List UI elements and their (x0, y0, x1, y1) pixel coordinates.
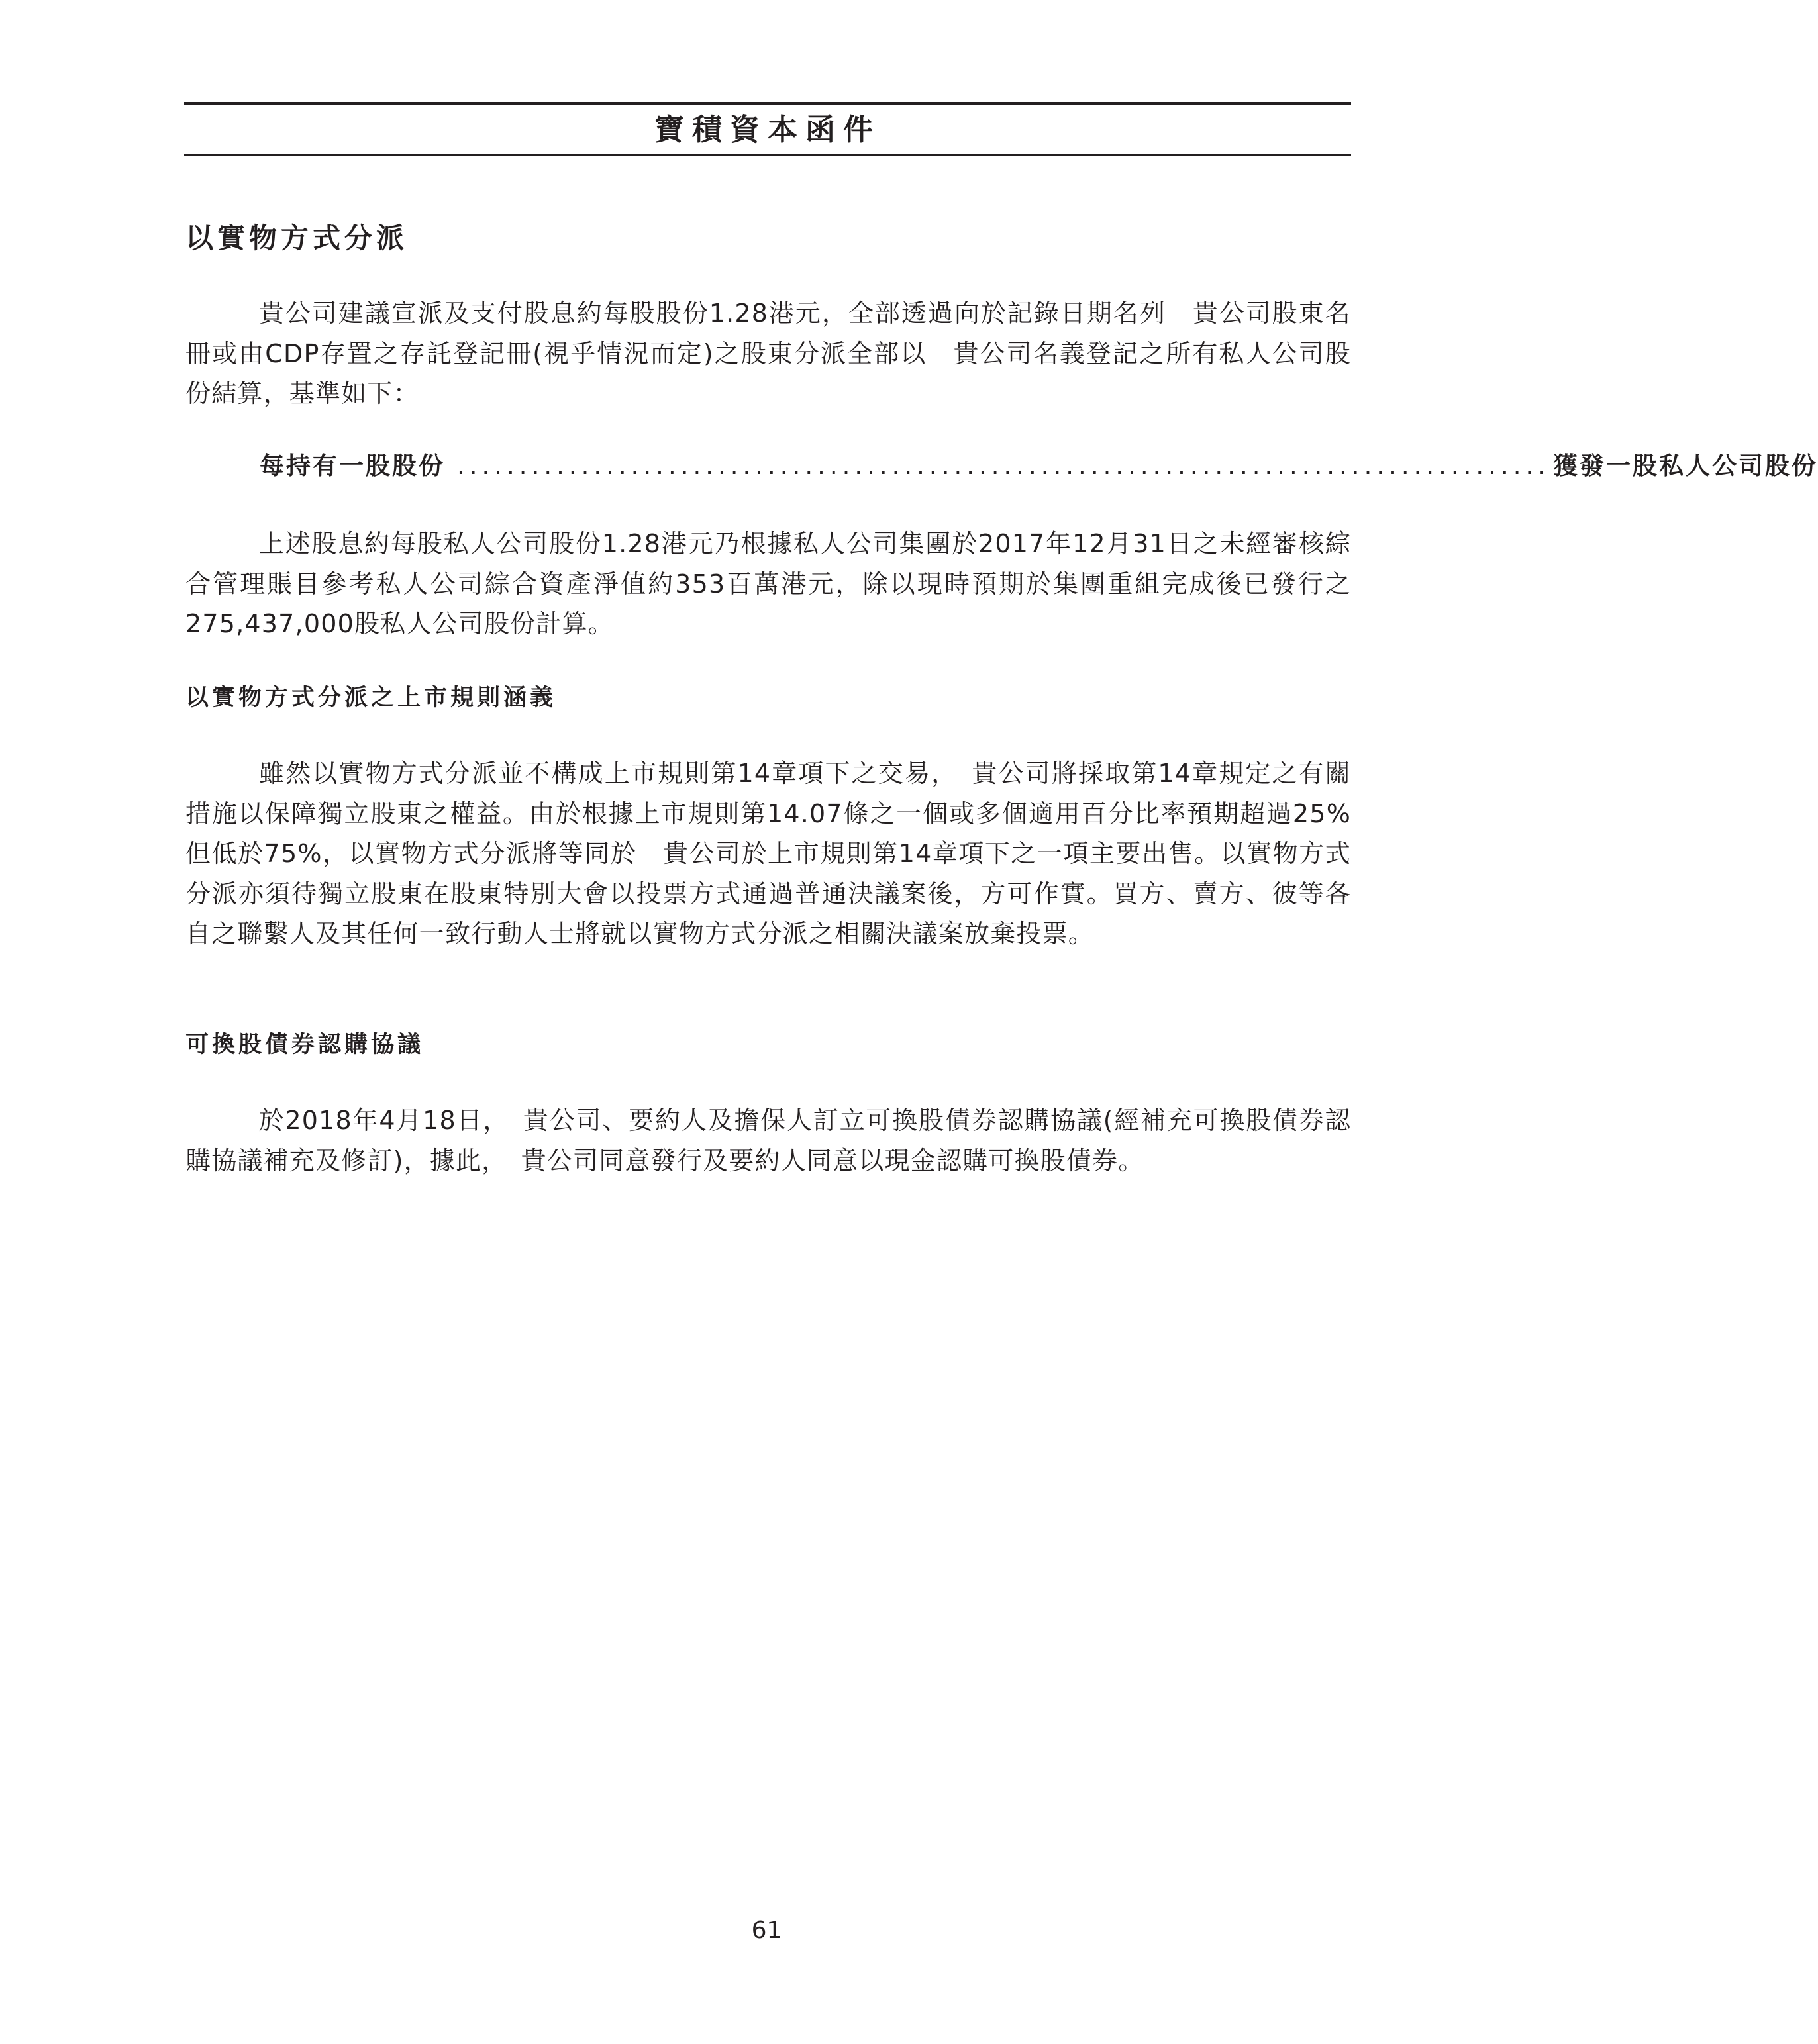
header-top-rule (184, 102, 1351, 105)
subheading-listing-rules: 以實物方式分派之上市規則涵義 (185, 685, 557, 711)
subheading-cb-agreement: 可換股債券認購協議 (185, 1032, 425, 1058)
distribution-basis-row (260, 448, 1818, 485)
basis-holding-label: 每持有一股股份 (260, 452, 445, 480)
paragraph-distribution-proposal (185, 293, 1351, 414)
section-title: 以實物方式分派 (185, 222, 409, 254)
paragraph-text: 於2018年4月18日， 貴公司、要約人及擔保人訂立可換股債券認購協議(經補充可換股債券認購協議補充及修訂)，據此， 貴公司同意發行及要約人同意以現金認購可換股債券。 (185, 1106, 1351, 1175)
paragraph-text: 雖然以實物方式分派並不構成上市規則第14章項下之交易， 貴公司將採取第14章規定之有關措施以保障獨立股東之權益。由於根據上市規則第14.07條之一個或多個適用百分比率預期超過25%但低於75%，以實物方式分派將等同於 貴公司於上市規則第14章項下之一項主要出售。以實物方式分派亦須待獨立股東在股東特別大會以投票方式通過普通決議案後，方可作實。買方、賣方、彼等各自之聯繫人及其任何一致行動人士將就以實物方式分派之相關決議案放棄投票。 (185, 759, 1351, 948)
paragraph-text: 上述股息約每股私人公司股份1.28港元乃根據私人公司集團於2017年12月31日之未經審核綜合管理賬目參考私人公司綜合資產淨值約353百萬港元，除以現時預期於集團重組完成後已發行之275,437,000股私人公司股份計算。 (185, 529, 1351, 638)
letter-header-title: 寶積資本函件 (654, 112, 881, 147)
paragraph-listing-rules (185, 754, 1351, 954)
basis-dot-leader: ........................................................................................ (457, 452, 1550, 480)
header-bottom-rule (184, 154, 1351, 156)
paragraph-dividend-basis (185, 524, 1351, 644)
page-number: 61 (751, 1917, 782, 1944)
paragraph-text: 貴公司建議宣派及支付股息約每股股份1.28港元，全部透過向於記錄日期名列 貴公司股東名冊或由CDP存置之存託登記冊(視乎情況而定)之股東分派全部以 貴公司名義登記之所有私人公司股份結算，基準如下： (185, 299, 1351, 408)
basis-entitlement-label: 獲發一股私人公司股份 (1553, 452, 1818, 480)
paragraph-cb-agreement (185, 1100, 1351, 1181)
